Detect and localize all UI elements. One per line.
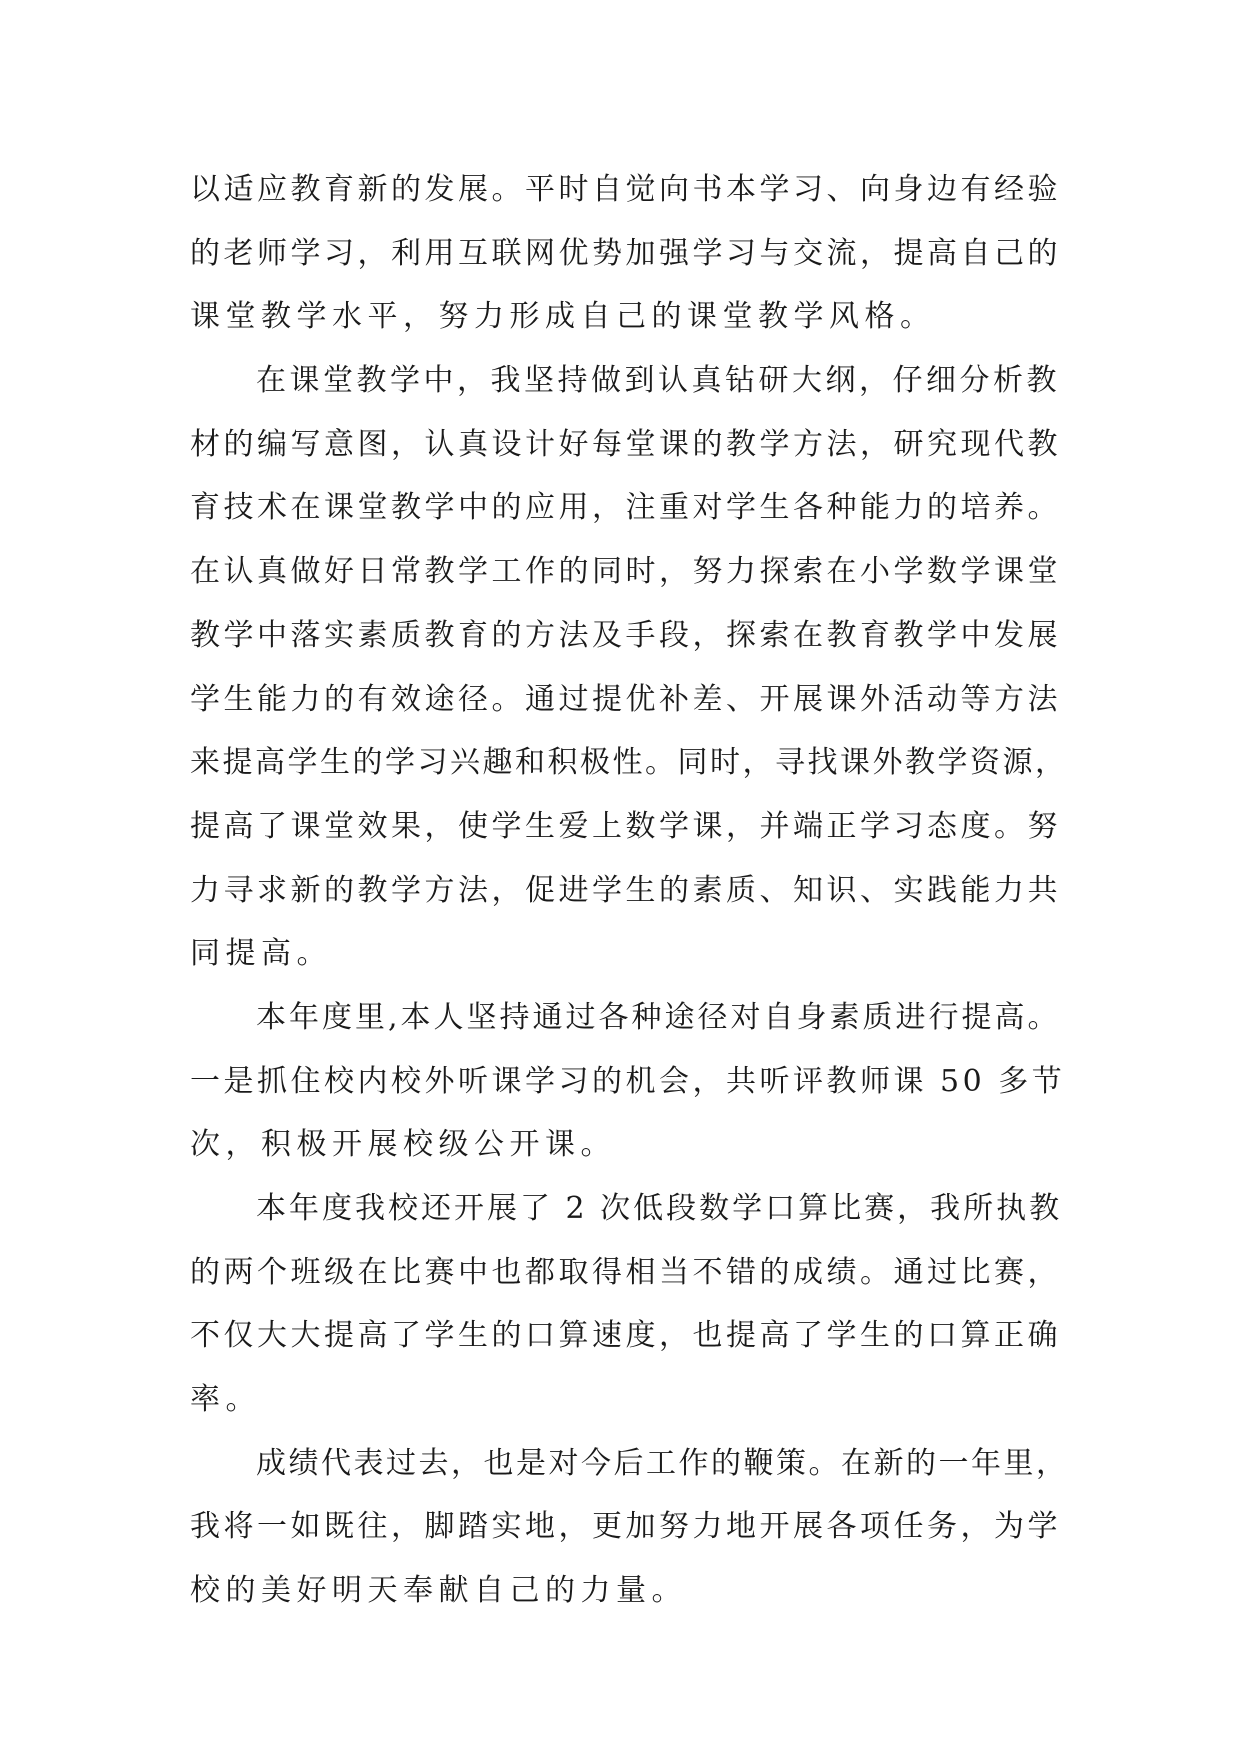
text-line: 同提高。 xyxy=(190,936,332,972)
text-line: 率。 xyxy=(190,1382,261,1418)
text-line: 不仅大大提高了学生的口算速度，也提高了学生的口算正确 xyxy=(190,1318,1061,1354)
text-line: 育技术在课堂教学中的应用，注重对学生各种能力的培养。 xyxy=(190,490,1061,526)
text-line: 力寻求新的教学方法，促进学生的素质、知识、实践能力共 xyxy=(190,872,1061,908)
text-line: 课堂教学水平，努力形成自己的课堂教学风格。 xyxy=(190,299,936,335)
text-line: 教学中落实素质教育的方法及手段，探索在教育教学中发展 xyxy=(190,617,1061,653)
paragraph-first-line: 本年度我校还开展了 2 次低段数学口算比赛，我所执教 xyxy=(256,1191,1063,1226)
text-line: 提高了课堂效果，使学生爱上数学课，并端正学习态度。努 xyxy=(190,808,1061,844)
text-line: 学生能力的有效途径。通过提优补差、开展课外活动等方法 xyxy=(190,681,1061,717)
text-line: 材的编写意图，认真设计好每堂课的教学方法，研究现代教 xyxy=(190,426,1061,462)
paragraph-first-line: 本年度里,本人坚持通过各种途径对自身素质进行提高。 xyxy=(256,999,1061,1035)
text-line: 的两个班级在比赛中也都取得相当不错的成绩。通过比赛， xyxy=(190,1254,1061,1290)
paragraph-first-line: 在课堂教学中，我坚持做到认真钻研大纲，仔细分析教 xyxy=(256,363,1060,399)
text-line: 一是抓住校内校外听课学习的机会，共听评教师课 50 多节 xyxy=(190,1063,1066,1099)
text-line: 来提高学生的学习兴趣和积极性。同时，寻找课外教学资源， xyxy=(190,745,1068,781)
text-line: 我将一如既往，脚踏实地，更加努力地开展各项任务，为学 xyxy=(190,1509,1061,1545)
text-line: 校的美好明天奉献自己的力量。 xyxy=(190,1573,687,1609)
text-line: 以适应教育新的发展。平时自觉向书本学习、向身边有经验 xyxy=(190,172,1061,207)
document-body xyxy=(190,158,1070,1623)
paragraph-first-line: 成绩代表过去，也是对今后工作的鞭策。在新的一年里， xyxy=(256,1445,1069,1481)
text-line: 的老师学习，利用互联网优势加强学习与交流，提高自己的 xyxy=(190,235,1061,271)
text-line: 次，积极开展校级公开课。 xyxy=(190,1127,616,1163)
text-line: 在认真做好日常教学工作的同时，努力探索在小学数学课堂 xyxy=(190,554,1061,590)
